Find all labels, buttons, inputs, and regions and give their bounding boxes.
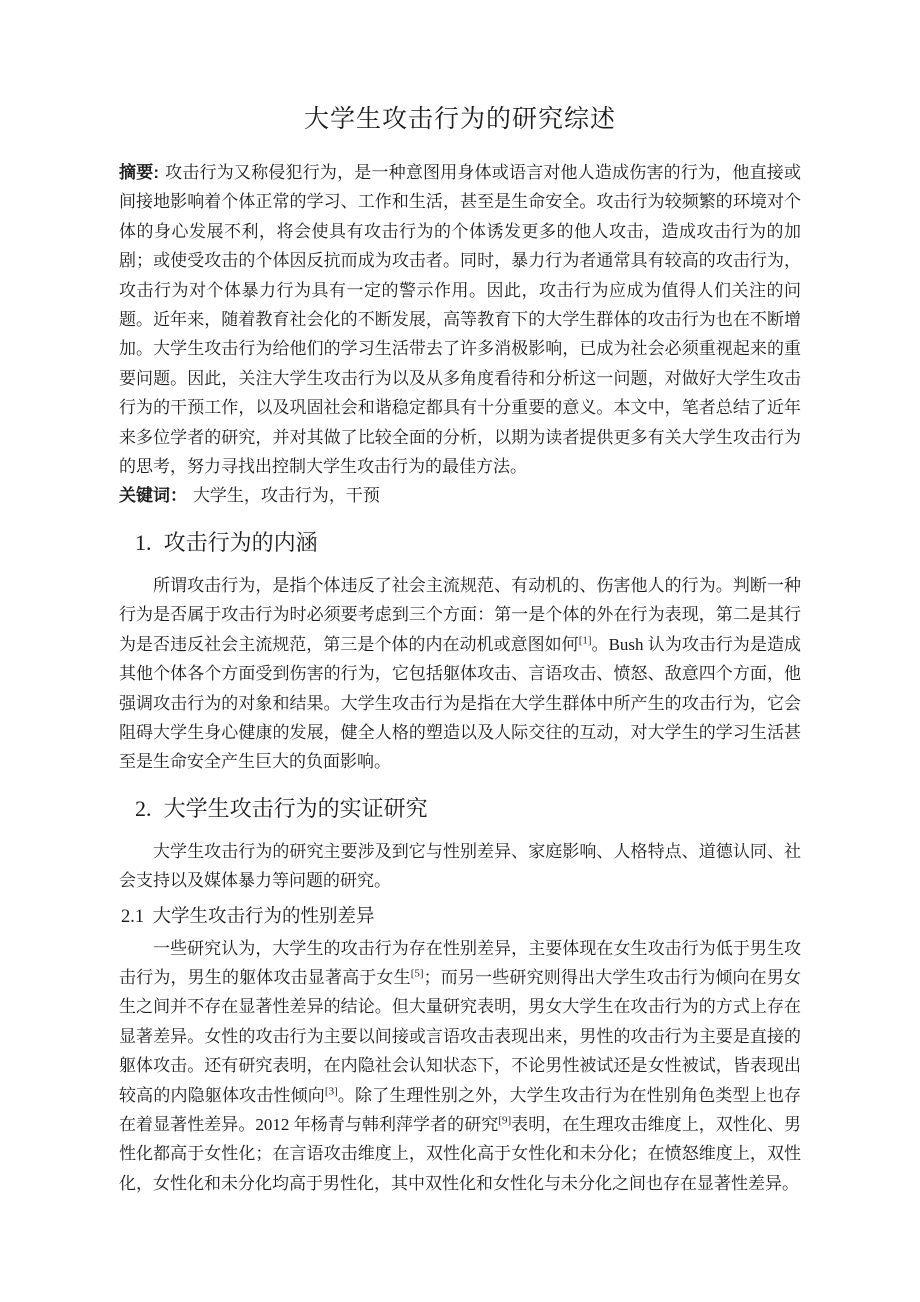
subsection-2-1-text-part3: 。除了生理性别之外，大学生攻击行为在性别角色类型上也存在着显著性差异。2012 年杨青与韩利萍学者的研究	[119, 1085, 802, 1134]
abstract-label: 摘要:	[119, 163, 160, 182]
section-2-intro-text: 大学生攻击行为的研究主要涉及到它与性别差异、家庭影响、人格特点、道德认同、社会支持以及媒体暴力等问题的研究。	[119, 841, 801, 891]
section-1-heading-text: 攻击行为的内涵	[163, 529, 318, 555]
section-2-heading-text: 大学生攻击行为的实证研究	[163, 795, 428, 821]
reference-marker-1: [1]	[578, 634, 592, 647]
section-2-intro-paragraph	[119, 837, 801, 896]
keywords-line	[119, 481, 801, 510]
section-1-paragraph	[119, 571, 801, 777]
section-1-text-part1: 所谓攻击行为，是指个体违反了社会主流规范、有动机的、伤害他人的行为。判断一种行为是否属于攻击行为时必须要考虑到三个方面：第一是个体的外在行为表现，第二是其行为是否违反社会主流规范，第三是个体的内在动机或意图如何	[119, 575, 801, 654]
section-2-heading	[119, 794, 801, 824]
subsection-2-1-heading-text: 大学生攻击行为的性别差异	[152, 906, 375, 927]
section-1-text-part2: 。Bush 认为攻击行为是造成其他个体各个方面受到伤害的行为，它包括躯体攻击、言语攻击、愤怒、敌意四个方面，他强调攻击行为的对象和结果。大学生攻击行为是指在大学生群体中所产生的攻击行为，它会阻碍大学生身心健康的发展，健全人格的塑造以及人际交往的互动，对大学生的学习生活甚至是生命安全产生巨大的负面影响。	[119, 634, 801, 772]
subsection-2-1-text-part4: 表明，在生理攻击维度上，双性化、男性化都高于女性化；在言语攻击维度上，双性化高于女性化和未分化；在愤怒维度上，双性化，女性化和未分化均高于男性化，其中双性化和女性化与未分化之间也存在显著性差异。	[119, 1114, 801, 1193]
subsection-2-1-text-part2: ；而另一些研究则得出大学生攻击行为倾向在男女生之间并不存在显著性差异的结论。但大量研究表明，男女大学生在攻击行为的方式上存在显著差异。女性的攻击行为主要以间接或言语攻击表现出来，男性的攻击行为主要是直接的躯体攻击。还有研究表明，在内隐社会认知状态下，不论男性被试还是女性被试，皆表现出较高的内隐躯体攻击性倾向	[119, 967, 802, 1105]
section-1-number: 1.	[135, 529, 152, 555]
section-2-number: 2.	[135, 795, 152, 821]
reference-marker-5: [5]	[410, 967, 424, 980]
subsection-2-1-number: 2.1	[121, 906, 145, 927]
keywords-value: 大学生，攻击行为，干预	[192, 486, 380, 506]
subsection-2-1-heading	[119, 903, 801, 931]
document-title: 大学生攻击行为的研究综述	[303, 106, 616, 133]
abstract-paragraph	[119, 158, 801, 481]
subsection-2-1-paragraph	[119, 934, 801, 1199]
reference-marker-3: [3]	[324, 1084, 338, 1097]
keywords-label: 关键词：	[119, 486, 187, 506]
reference-marker-9: [9]	[498, 1114, 512, 1127]
subsection-2-1-text-part1: 一些研究认为，大学生的攻击行为存在性别差异，主要体现在女生攻击行为低于男生攻击行为，男生的躯体攻击显著高于女生	[119, 938, 801, 987]
abstract-text: 攻击行为又称侵犯行为，是一种意图用身体或语言对他人造成伤害的行为，他直接或间接地影响着个体正常的学习、工作和生活，甚至是生命安全。攻击行为较频繁的环境对个体的身心发展不利，将会使具有攻击行为的个体诱发更多的他人攻击，造成攻击行为的加剧；或使受攻击的个体因反抗而成为攻击者。同时，暴力行为者通常具有较高的攻击行为，攻击行为对个体暴力行为具有一定的警示作用。因此，攻击行为应成为值得人们关注的问题。近年来，随着教育社会化的不断发展，高等教育下的大学生群体的攻击行为也在不断增加。大学生攻击行为给他们的学习生活带去了许多消极影响，已成为社会必须重视起来的重要问题。因此，关注大学生攻击行为以及从多角度看待和分析这一问题，对做好大学生攻击行为的干预工作，以及巩固社会和谐稳定都具有十分重要的意义。本文中，笔者总结了近年来多位学者的研究，并对其做了比较全面的分析，以期为读者提供更多有关大学生攻击行为的思考，努力寻找出控制大学生攻击行为的最佳方法。	[119, 163, 801, 477]
section-1-heading	[119, 528, 801, 558]
